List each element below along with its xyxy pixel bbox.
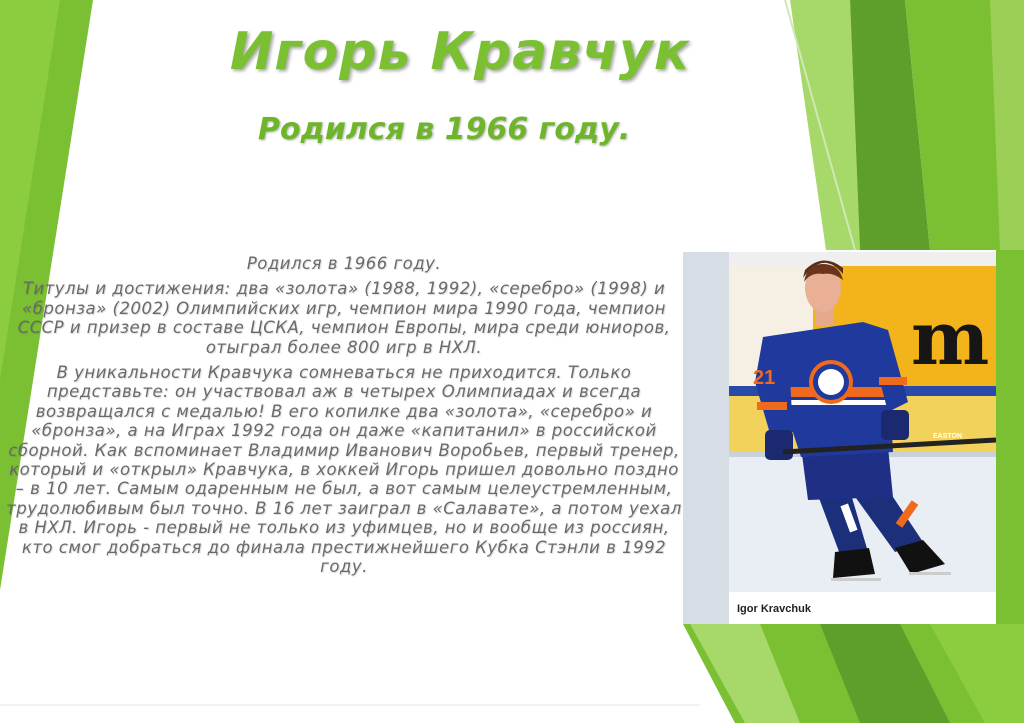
paragraph-titles: Титулы и достижения: два «золота» (1988, 1992), «серебро» (1998) и «бронза» (2002) Олимпийских игр, чемпион мира 1990 года, чемпион СССР и призер в составе ЦСКА, чемпион Европы, мира среди юниоров, отыграл более 800 игр в НХЛ. [17, 279, 671, 357]
board-letter: m [911, 296, 990, 382]
player-photo [683, 252, 996, 624]
paragraph-biography: В уникальности Кравчука сомневаться не приходится. Только представьте: он участвовал аж в четырех Олимпиадах и всегда возвращался с медалью! В его копилке два «золота», «серебро» и «бронза», а на Играх 1992 года он даже «капитанил» в российской сборной. Как вспоминает Владимир Иванович Воробьев, первый тренер, который и «открыл» Кравчука, в хоккей Игорь пришел довольно поздно – в 10 лет. Самым одаренным не был, а вот самым целеустремленным, трудолюбивым был точно. В 16 лет заиграл в «Салавате», а потом уехал в НХЛ. Игорь - первый не только из уфимцев, но и вообще из россиян, кто смог добраться до финала престижнейшего Кубка Стэнли в 1992 году. [6, 363, 682, 577]
paragraph-born: Родился в 1966 году. [246, 254, 442, 273]
photo-caption: Igor Kravchuk [737, 603, 811, 615]
stick-brand: EASTON [933, 433, 963, 440]
body-text [6, 254, 682, 583]
slide-subtitle: Родился в 1966 году. [258, 112, 631, 147]
jersey-number: 21 [753, 367, 776, 389]
hockey-player-illustration [683, 252, 996, 624]
slide-title: Игорь Кравчук [229, 22, 691, 82]
